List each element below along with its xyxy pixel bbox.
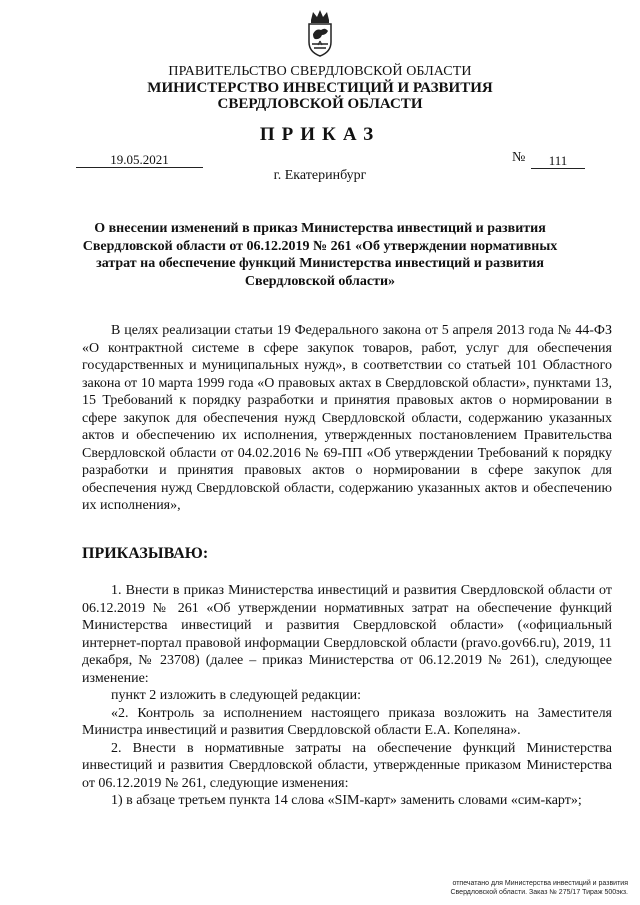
order-items-block	[82, 582, 612, 810]
ministry-heading-line2: СВЕРДЛОВСКОЙ ОБЛАСТИ	[217, 96, 423, 112]
document-city: г. Екатеринбург	[273, 168, 367, 183]
document-subject: О внесении изменений в приказ Министерства инвестиций и развития Свердловской области от 06.12.2019 № 261 «Об утверждении нормативных затрат на обеспечение функций Министерства инвестиций и развития Свердловской области»	[82, 221, 558, 289]
footer-line-2: Свердловской области. Заказ № 275/17 Тираж 500экз.	[450, 888, 628, 896]
number-sign: №	[512, 150, 526, 165]
government-heading: ПРАВИТЕЛЬСТВО СВЕРДЛОВСКОЙ ОБЛАСТИ	[168, 64, 472, 79]
preamble-block	[82, 322, 612, 515]
item-2-subparagraph-1: 1) в абзаце третьем пункта 14 слова «SIM-карт» заменить словами «сим-карт»;	[111, 793, 582, 808]
ministry-heading-line1: МИНИСТЕРСТВО ИНВЕСТИЦИЙ И РАЗВИТИЯ	[147, 80, 493, 96]
order-word: ПРИКАЗЫВАЮ:	[82, 545, 209, 562]
item-1-subparagraph: пункт 2 изложить в следующей редакции:	[111, 688, 361, 703]
item-1-paragraph: 1. Внести в приказ Министерства инвестиций и развития Свердловской области от 06.12.2019 № 261 «Об утверждении нормативных затрат на обеспечение функций Министерства инвестиций и развития Свердловской области» («официальный интернет-портал правовой информации Свердловской области (pravo.gov66.ru), 2019, 11 декабря, № 23708) (далее – приказ Министерства от 06.12.2019 № 261), следующее изменение:	[82, 583, 612, 686]
footer-line-1: отпечатано для Министерства инвестиций и развития	[452, 880, 628, 887]
print-footer	[450, 880, 628, 897]
item-2-paragraph: 2. Внести в нормативные затраты на обеспечение функций Министерства инвестиций и развития Свердловской области, утвержденные приказом Министерства от 06.12.2019 № 261, следующие изменения:	[82, 740, 612, 791]
preamble-paragraph: В целях реализации статьи 19 Федерального закона от 5 апреля 2013 года № 44-ФЗ «О контрактной системе в сфере закупок товаров, работ, услуг для обеспечения государственных и муниципальных нужд», в соответствии со статьей 101 Областного закона от 10 марта 1999 года «О правовых актах в Свердловской области», пунктами 13, 15 Требований к порядку разработки и принятия правовых актов о нормировании в сфере закупок для обеспечения нужд Свердловской области, содержанию указанных актов и обеспечению их исполнения, утвержденных постановлением Правительства Свердловской области от 04.02.2016 № 69-ПП «Об утверждении Требований к порядку разработки и принятия правовых актов о нормировании в сфере закупок для обеспечения нужд Свердловской области, содержанию указанных актов и обеспечению их исполнения»,	[82, 323, 612, 513]
document-type-title: ПРИКАЗ	[259, 124, 381, 145]
document-number: 111	[531, 154, 585, 169]
item-1-quote: «2. Контроль за исполнением настоящего приказа возложить на Заместителя Министра инвестиций и развития Свердловской области Е.А. Копеляна».	[82, 705, 612, 738]
sverdlovsk-oblast-coat-of-arms-icon	[302, 8, 338, 58]
document-date: 19.05.2021	[76, 152, 203, 168]
